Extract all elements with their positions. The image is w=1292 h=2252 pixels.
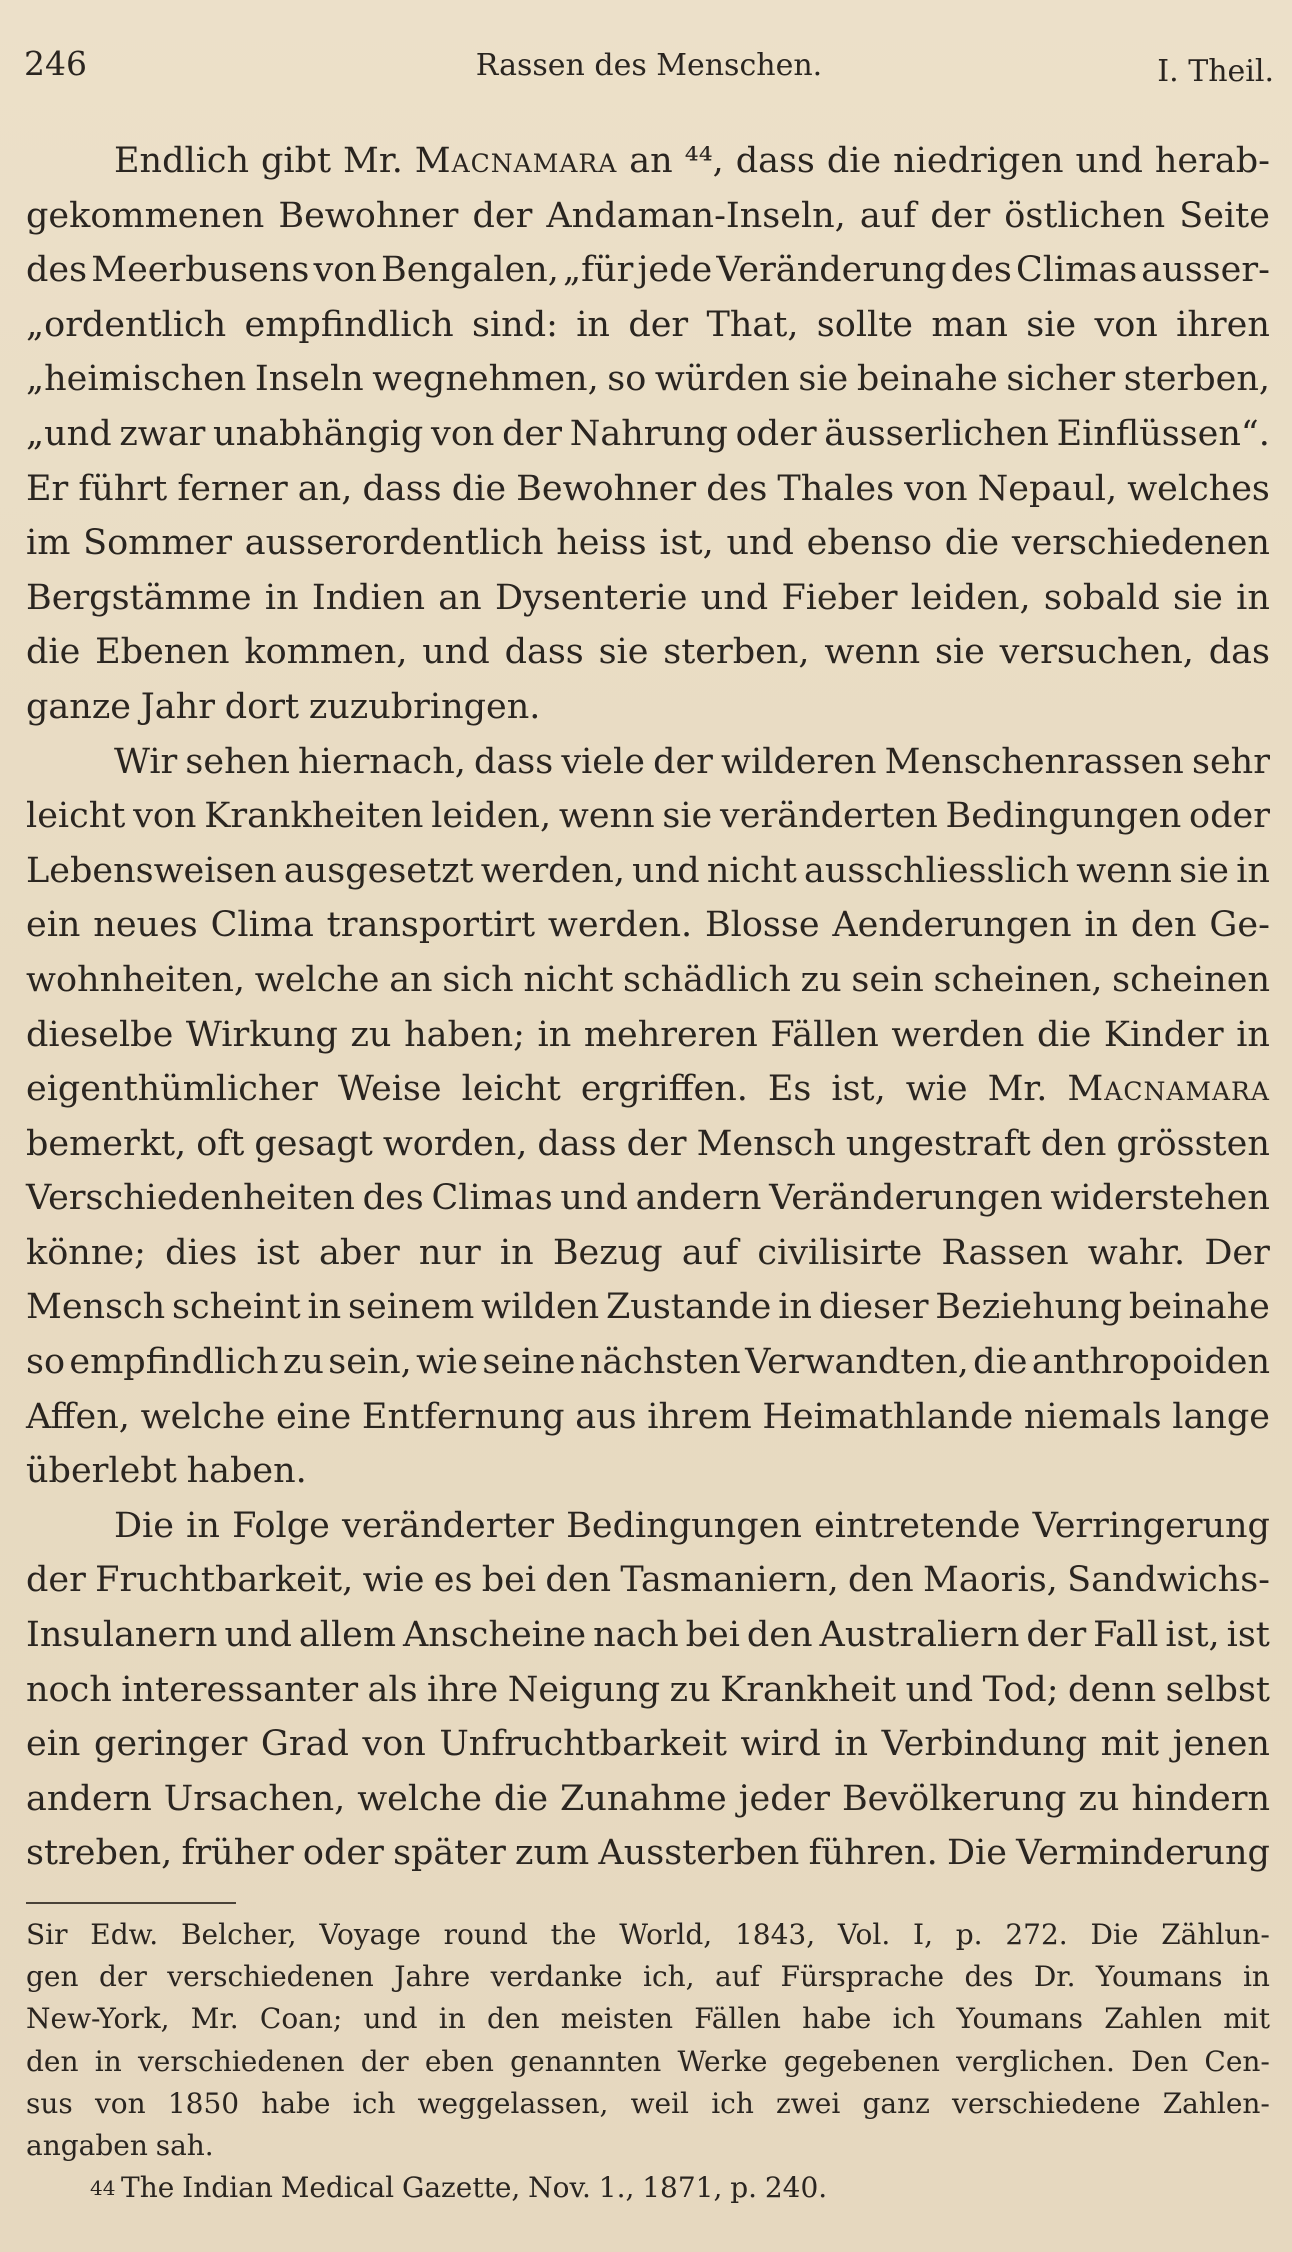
- paragraph-3: [26, 1499, 1270, 1881]
- text-line: Wir sehen hiernach, dass viele der wilderen Menschenrassen sehr: [114, 741, 1270, 782]
- text-line: streben, früher oder später zum Aussterben führen. Die Verminderung: [26, 1833, 1270, 1874]
- footnote-line: angaben sah.: [26, 2128, 214, 2162]
- text-line: der Fruchtbarkeit, wie es bei den Tasmaniern, den Maoris, Sandwichs-: [26, 1560, 1270, 1601]
- text-line: wohnheiten, welche an sich nicht schädlich zu sein scheinen, scheinen: [26, 959, 1270, 1000]
- text-line: andern Ursachen, welche die Zunahme jeder Bevölkerung zu hindern: [26, 1778, 1270, 1819]
- footnote-line: Sir Edw. Belcher, Voyage round the World, 1843, Vol. I, p. 272. Die Zählun-: [26, 1918, 1270, 1951]
- text-line: ein neues Clima transportirt werden. Blosse Aenderungen in den Ge-: [26, 905, 1270, 946]
- footnote-line: New-York, Mr. Coan; und in den meisten Fällen habe ich Youmans Zahlen mit: [26, 2002, 1270, 2036]
- text-line: Lebensweisen ausgesetzt werden, und nicht ausschliesslich wenn sie in: [26, 850, 1270, 891]
- footnote-rule: [26, 1902, 236, 1904]
- text-line: überlebt haben.: [26, 1451, 307, 1492]
- page-number: 246: [24, 44, 87, 83]
- text-line: bemerkt, oft gesagt worden, dass der Mensch ungestraft den grössten: [26, 1123, 1270, 1164]
- text-line: die Ebenen kommen, und dass sie sterben, wenn sie versuchen, das: [26, 632, 1270, 673]
- text-line: „heimischen Inseln wegnehmen, so würden sie beinahe sicher sterben,: [26, 359, 1270, 400]
- text-line: Verschiedenheiten des Climas und andern Veränderungen widerstehen: [26, 1178, 1270, 1219]
- text-line: Er führt ferner an, dass die Bewohner des Thales von Nepaul, welches: [26, 468, 1270, 509]
- footnote-line: den in verschiedenen der eben genannten Werke gegebenen verglichen. Den Cen-: [26, 2044, 1270, 2078]
- text-line: könne; dies ist aber nur in Bezug auf civilisirte Rassen wahr. Der: [26, 1232, 1270, 1273]
- text-line: Insulanern und allem Anscheine nach bei den Australiern der Fall ist, ist: [26, 1615, 1270, 1656]
- footnotes: [26, 1914, 1270, 2209]
- text-line: „ordentlich empfindlich sind: in der That, sollte man sie von ihren: [26, 304, 1270, 345]
- footnote-line: sus von 1850 habe ich weggelassen, weil ich zwei ganz verschiedene Zahlen-: [26, 2086, 1270, 2120]
- text-line: leicht von Krankheiten leiden, wenn sie veränderten Bedingungen oder: [26, 796, 1270, 837]
- text-line: ganze Jahr dort zuzubringen.: [26, 686, 541, 727]
- text-line: Endlich gibt Mr. Macnamara an ⁴⁴, dass die niedrigen und herab-: [114, 141, 1270, 181]
- text-line: im Sommer ausserordentlich heiss ist, und ebenso die verschiedenen: [26, 523, 1270, 564]
- text-line: ein geringer Grad von Unfruchtbarkeit wird in Verbindung mit jenen: [26, 1724, 1270, 1765]
- text-line: Bergstämme in Indien an Dysenterie und Fieber leiden, sobald sie in: [26, 577, 1270, 618]
- text-line: noch interessanter als ihre Neigung zu Krankheit und Tod; denn selbst: [26, 1669, 1270, 1710]
- text-line: Affen, welche eine Entfernung aus ihrem Heimathlande niemals lange: [26, 1396, 1270, 1437]
- text-line: Mensch scheint in seinem wilden Zustande in dieser Beziehung beinahe: [26, 1287, 1270, 1328]
- text-line: eigenthümlicher Weise leicht ergriffen. Es ist, wie Mr. Macnamara: [26, 1069, 1270, 1110]
- footnote-line: gen der verschiedenen Jahre verdanke ich, auf Fürsprache des Dr. Youmans in: [26, 1960, 1270, 1994]
- footnote-44: 44 The Indian Medical Gazette, Nov. 1., 1871, p. 240.: [90, 2171, 828, 2205]
- text-line: des Meerbusens von Bengalen, „für jede Veränderung des Climas ausser-: [26, 250, 1270, 291]
- paragraph-2: [26, 735, 1270, 1499]
- main-text: [26, 134, 1270, 1881]
- running-header: [24, 44, 1274, 100]
- part-label: I. Theil.: [1157, 54, 1274, 89]
- text-line: „und zwar unabhängig von der Nahrung oder äusserlichen Einflüssen“.: [26, 413, 1270, 454]
- text-line: so empfindlich zu sein, wie seine nächsten Verwandten, die anthropoiden: [26, 1342, 1270, 1383]
- text-line: gekommenen Bewohner der Andaman-Inseln, auf der östlichen Seite: [26, 195, 1270, 236]
- text-line: Die in Folge veränderter Bedingungen eintretende Verringerung: [114, 1505, 1270, 1546]
- text-line: dieselbe Wirkung zu haben; in mehreren Fällen werden die Kinder in: [26, 1014, 1270, 1055]
- paragraph-1: [26, 134, 1270, 735]
- running-title: Rassen des Menschen.: [475, 48, 823, 83]
